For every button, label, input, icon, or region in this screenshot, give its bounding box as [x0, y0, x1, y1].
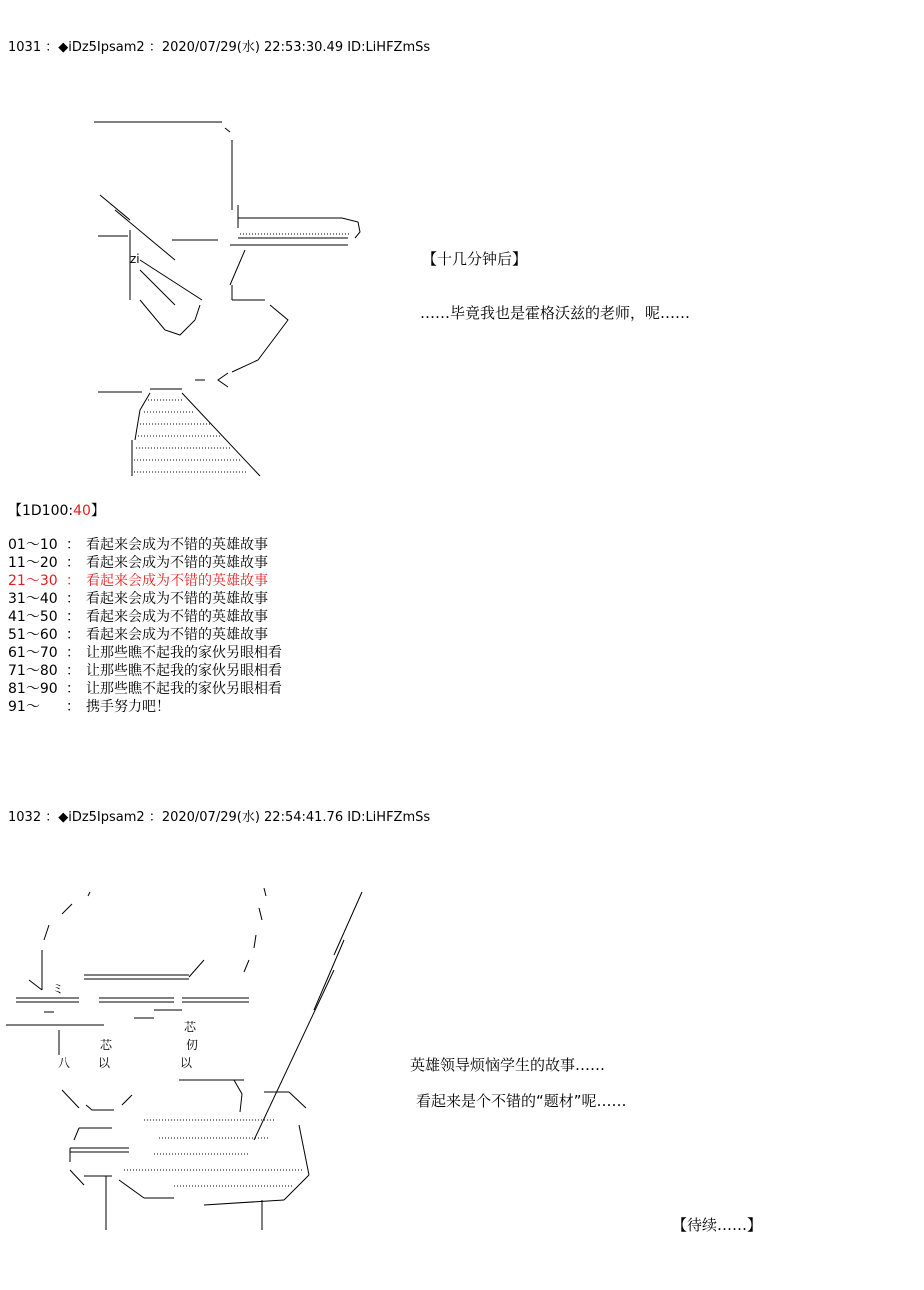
table-row — [8, 644, 282, 662]
row-range: 11～20 — [8, 555, 58, 571]
row-range: 21～30 — [8, 573, 58, 589]
row-sep: ： — [66, 573, 80, 589]
row-range: 61～70 — [8, 645, 58, 661]
table-row — [8, 590, 282, 608]
table-row-highlighted — [8, 572, 282, 590]
table-row — [8, 536, 282, 554]
row-sep: ： — [66, 645, 80, 661]
table-row — [8, 698, 282, 716]
dice-label-close: 】 — [90, 503, 105, 519]
row-range: 31～40 — [8, 591, 58, 607]
table-row — [8, 608, 282, 626]
row-sep: ： — [66, 609, 80, 625]
row-sep: ： — [66, 555, 80, 571]
dice-result: 40 — [73, 503, 91, 519]
row-text: 携手努力吧！ — [86, 699, 170, 715]
narration-line: 看起来是个不错的“题材”呢…… — [416, 1092, 627, 1110]
row-text: 看起来会成为不错的英雄故事 — [86, 555, 268, 571]
art-glyph: 以 — [180, 1056, 193, 1070]
outcome-table — [8, 536, 282, 716]
table-row — [8, 626, 282, 644]
row-sep: ： — [66, 627, 80, 643]
row-range: 71～80 — [8, 663, 58, 679]
post-header: 1032 ：◆iDz5Ipsam2 ：2020/07/29(水) 22:54:41.76 ID:LiHFZmSs — [8, 810, 431, 825]
post-header: 1031 ：◆iDz5Ipsam2 ：2020/07/29(水) 22:53:30.49 ID:LiHFZmSs — [8, 40, 431, 55]
row-text: 让那些瞧不起我的家伙另眼相看 — [86, 663, 282, 679]
art-glyph: 芯 — [184, 1020, 197, 1034]
dice-roll — [8, 500, 105, 520]
row-range: 01～10 — [8, 537, 58, 553]
row-text: 看起来会成为不错的英雄故事 — [86, 609, 268, 625]
row-text: 让那些瞧不起我的家伙另眼相看 — [86, 681, 282, 697]
art-label: zi — [130, 252, 140, 266]
dice-label: 【1D100: — [8, 503, 74, 519]
table-row — [8, 554, 282, 572]
table-row — [8, 680, 282, 698]
row-range: 91～ — [8, 699, 40, 715]
row-sep: ： — [66, 537, 80, 553]
table-row — [8, 662, 282, 680]
row-sep: ： — [66, 591, 80, 607]
row-sep: ： — [66, 681, 80, 697]
row-sep: ： — [66, 663, 80, 679]
narration-line: 英雄领导烦恼学生的故事…… — [410, 1056, 606, 1074]
narration-line: ……毕竟我也是霍格沃兹的老师，呢…… — [420, 304, 691, 322]
art-glyph: 以 — [98, 1056, 111, 1070]
row-text: 让那些瞧不起我的家伙另眼相看 — [86, 645, 282, 661]
narration-line: 【十几分钟后】 — [422, 250, 528, 268]
art-glyph: 芯 — [100, 1038, 113, 1052]
art-glyph: 仞 — [186, 1038, 199, 1052]
row-range: 41～50 — [8, 609, 58, 625]
ascii-art-figure-1 — [80, 110, 460, 490]
row-range: 51～60 — [8, 627, 58, 643]
row-text: 看起来会成为不错的英雄故事 — [86, 627, 268, 643]
row-range: 81～90 — [8, 681, 58, 697]
row-text: 看起来会成为不错的英雄故事 — [86, 537, 268, 553]
art-glyph: ミ — [52, 982, 65, 996]
art-glyph: 八 — [58, 1056, 71, 1070]
to-be-continued: 【待续……】 — [672, 1216, 763, 1234]
row-sep: ： — [66, 699, 80, 715]
row-text: 看起来会成为不错的英雄故事 — [86, 591, 268, 607]
row-text: 看起来会成为不错的英雄故事 — [86, 573, 268, 589]
